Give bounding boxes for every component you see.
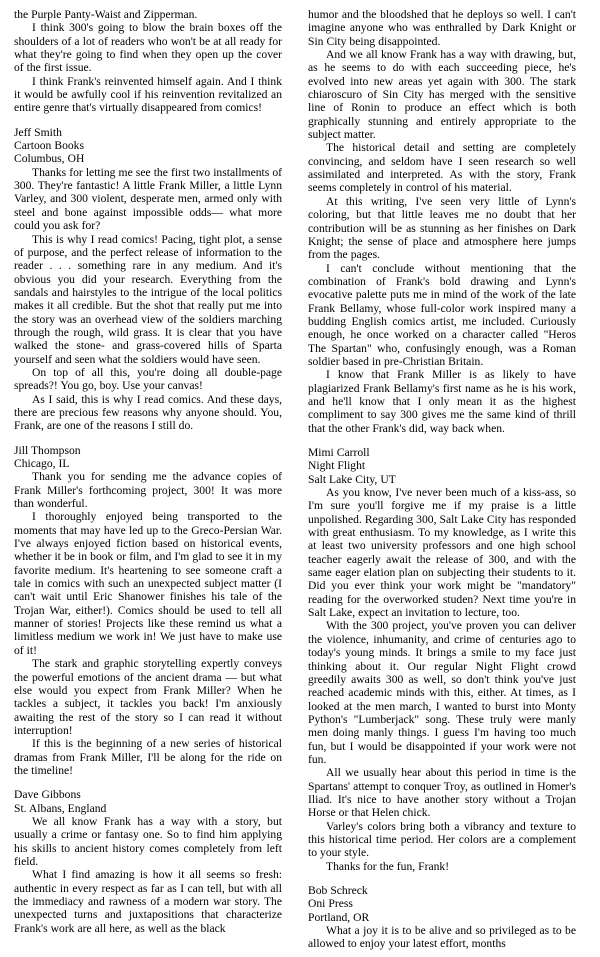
paragraph: As I said, this is why I read comics. And these days, there are precious few reasons why anyone should. You, Frank, are one of the reasons I still do. xyxy=(14,392,282,433)
signature-line: Chicago, IL xyxy=(14,457,70,470)
signature-line: Mimi Carroll xyxy=(308,446,370,459)
spacer xyxy=(14,777,282,788)
signature-line: Oni Press xyxy=(308,897,353,911)
signature-line: Night Flight xyxy=(308,459,366,473)
paragraph: Thanks for letting me see the first two installments of 300. They're fantastic! A little Frank Miller, a little Lynn Varley, and 300 violent, desperate men, armed only with steel and bone against impossible odds— what more could you ask for? xyxy=(14,165,282,233)
paragraph: At this writing, I've seen very little of Lynn's coloring, but that little leaves me no doubt that her contribution will be as stunning as her finishes on Dark Knight; the sense of place and atmosphere here jumps from the pages. xyxy=(308,194,576,262)
signature-line: Dave Gibbons xyxy=(14,788,81,802)
paragraph: I know that Frank Miller is as likely to have plagiarized Frank Bellamy's first name as he is his work, and he'll know that I only mean it as the highest compliment to say 300 gives me the same kind of thrill that the other Frank's did, way back when. xyxy=(308,368,576,435)
two-column-layout xyxy=(14,8,586,951)
paragraph: All we usually hear about this period in time is the Spartans' attempt to conquer Troy, as outlined in Homer's Iliad. It's nice to have another story without a Trojan Horse or that Helen chick. xyxy=(308,766,576,820)
paragraph: Varley's colors bring both a vibrancy and texture to this historical time period. Her colors are a complement to your style. xyxy=(308,819,576,860)
letter-signature xyxy=(14,126,282,166)
signature-line: Columbus, OH xyxy=(14,152,85,166)
letter-signature xyxy=(308,884,576,924)
paragraph: Thanks for the fun, Frank! xyxy=(326,859,450,873)
paragraph: the Purple Panty-Waist and Zipperman. xyxy=(14,8,198,21)
paragraph: What I find amazing is how it all seems so fresh: authentic in every respect as far as I can tell, but with all the immediacy and rawness of a modern war story. The unexpected turns and juxtapositions that characterize Frank's work are all here, as well as the black xyxy=(14,868,282,935)
signature-line: Salt Lake City, UT xyxy=(308,472,396,486)
paragraph: If this is the beginning of a new series of historical dramas from Frank Miller, I'll be along for the ride on the timeline! xyxy=(14,737,282,777)
paragraph: As you know, I've never been much of a kiss-ass, so I'm sure you'll forgive me if my praise is a little unpolished. Regarding 300, Salt Lake City has responded with great enthusiasm. To my knowledge, as I write this at least two university professors and one high school teacher eagerly await the release of 300, and with the same eager elation plan on subjecting their students to it. Did you ever think your work might be "mandatory" reading for the overworked studen? Next time you're in Salt Lake, expect an invitation to lecture, too. xyxy=(308,486,576,620)
paragraph: I thoroughly enjoyed being transported to the moments that may have led up to the Greco-Persian War. I've always enjoyed fiction based on historical events, whether it be in book or film, and I'm glad to see it in my favorite medium. It's heartening to see someone craft a tale in comics with such an unexpected subject matter (I can't wait until Eric Shanower finishes his tale of the Trojan War, either!). Comics should be used to tell all manner of stories! Projects like these remind us what a limitless medium we work in! We just have to make use of it! xyxy=(14,510,282,657)
paragraph: And we all know Frank has a way with drawing, but, as he seems to do with each succeeding piece, he's evolved into new areas yet again with 300. The stark chiaroscuro of Sin City has merged with the sensitive line of Ronin to produce an effect which is both graphically stunning and entirely appropriate to the subject matter. xyxy=(308,48,576,142)
signature-line: Jeff Smith xyxy=(14,125,62,139)
paragraph: What a joy it is to be alive and so privileged as to be allowed to enjoy your latest effort, months xyxy=(308,924,576,951)
letter-signature xyxy=(308,446,576,486)
letter-signature xyxy=(14,444,282,471)
signature-line: Jill Thompson xyxy=(14,443,81,457)
right-column xyxy=(308,8,576,951)
spacer xyxy=(14,433,282,444)
paragraph: I can't conclude without mentioning that the combination of Frank's bold drawing and Lynn's evocative palette puts me in mind of the work of the late Frank Bellamy, whose full-color work inspired many a budding English comics artist, me included. Curiously enough, he once worked on a character called "Heros The Spartan" who, confusingly enough, was a Roman soldier based in pre-Christian Britain. xyxy=(308,261,576,368)
paragraph: This is why I read comics! Pacing, tight plot, a sense of purpose, and the perfect release of information to the reader . . . something rare in any medium. And it's obvious you did your research. Everything from the sandals and hairstyles to the intrigue of the local politics makes it all credible. But the shot that really put me into the story was an overhead view of the soldiers marching through the rough, wild grass. It is clear that you have walked the stone- and grass-covered hills of Sparta yourself and seen what the soldiers would have seen. xyxy=(14,232,282,366)
signature-line: Cartoon Books xyxy=(14,139,84,153)
paragraph: With the 300 project, you've proven you can deliver the violence, inhumanity, and crime of centuries ago to today's young minds. It brings a smile to my face just thinking about it. Our regular Night Flight crowd greedily awaits 300 as well, so don't think you've just reached academic minds with this, either. At times, as I looked at the men march, I wanted to burst into Monty Python's "Lumberjack" song. These truly were manly men doing manly things. I guess I'm having too much fun, but I would be disappointed if your work were not fun. xyxy=(308,619,576,766)
letter-signature xyxy=(14,788,282,815)
paragraph: The stark and graphic storytelling expertly conveys the powerful emotions of the ancient drama — but what else would you expect from Frank Miller? When he tackles a subject, it tackles you back! I'm anxiously awaiting the rest of the story so I can read it without interruption! xyxy=(14,657,282,737)
left-column xyxy=(14,8,282,951)
paragraph: I think 300's going to blow the brain boxes off the shoulders of a lot of readers who won't be at all ready for what they're going to find when they open up the cover of the first issue. xyxy=(14,21,282,75)
paragraph: Thank you for sending me the advance copies of Frank Miller's forthcoming project, 300! It was more than wonderful. xyxy=(14,470,282,511)
paragraph: I think Frank's reinvented himself again. And I think it would be awfully cool if his reinvention revitalized an entire genre that's virtually disappeared from comics! xyxy=(14,74,282,115)
paragraph: We all know Frank has a way with a story, but usually a crime or fantasy one. So to find him applying his skills to ancient history comes completely from left field. xyxy=(14,814,282,868)
spacer xyxy=(308,435,576,446)
paragraph: The historical detail and setting are completely convincing, and seldom have I seen research so well assimilated and interpreted. As with the story, Frank seems completely in control of his material. xyxy=(308,141,576,195)
paragraph: On top of all this, you're doing all double-page spreads?! You go, boy. Use your canvas! xyxy=(14,365,282,393)
spacer xyxy=(14,115,282,126)
spacer xyxy=(308,873,576,884)
signature-line: Bob Schreck xyxy=(308,884,368,897)
signature-line: Portland, OR xyxy=(308,910,370,924)
signature-line: St. Albans, England xyxy=(14,801,107,815)
paragraph: humor and the bloodshed that he deploys so well. I can't imagine anyone who was enthralled by Dark Knight or Sin City being disappointed. xyxy=(308,8,576,48)
